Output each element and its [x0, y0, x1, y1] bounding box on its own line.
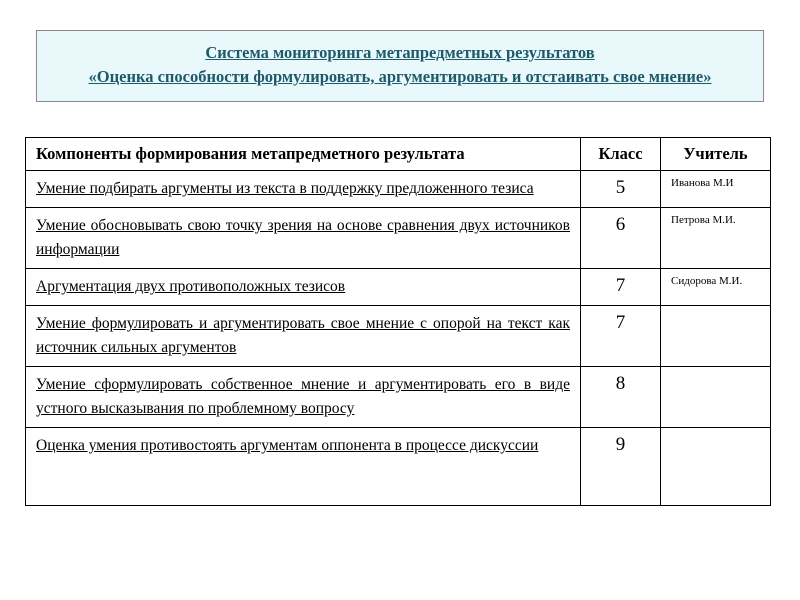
component-cell: Оценка умения противостоять аргументам оппонента в процессе дискуссии [26, 428, 581, 506]
title-line-2: «Оценка способности формулировать, аргументировать и отстаивать свое мнение» [88, 66, 712, 86]
teacher-cell: Петрова М.И. [661, 208, 771, 269]
table-row [26, 171, 771, 208]
header-component: Компоненты формирования метапредметного результата [26, 138, 581, 171]
grade-cell: 6 [581, 208, 661, 269]
title-box [36, 30, 764, 102]
teacher-cell [661, 367, 771, 428]
table-row [26, 208, 771, 269]
teacher-cell [661, 428, 771, 506]
page-title [65, 41, 735, 89]
grade-cell: 7 [581, 269, 661, 306]
teacher-cell [661, 306, 771, 367]
table-header [26, 138, 771, 171]
component-cell: Умение формулировать и аргументировать свое мнение с опорой на текст как источник сильных аргументов [26, 306, 581, 367]
title-line-1: Система мониторинга метапредметных результатов [205, 43, 595, 62]
component-cell: Умение подбирать аргументы из текста в поддержку предложенного тезиса [26, 171, 581, 208]
header-teacher: Учитель [661, 138, 771, 171]
table-row [26, 428, 771, 506]
component-cell: Аргументация двух противоположных тезисов [26, 269, 581, 306]
component-cell: Умение обосновывать свою точку зрения на основе сравнения двух источников информации [26, 208, 581, 269]
grade-cell: 5 [581, 171, 661, 208]
component-cell: Умение сформулировать собственное мнение и аргументировать его в виде устного высказывания по проблемному вопросу [26, 367, 581, 428]
teacher-cell: Сидорова М.И. [661, 269, 771, 306]
teacher-cell: Иванова М.И [661, 171, 771, 208]
table-body [26, 171, 771, 506]
monitoring-table [25, 137, 771, 506]
grade-cell: 9 [581, 428, 661, 506]
table-row [26, 306, 771, 367]
table-row [26, 367, 771, 428]
table-row [26, 269, 771, 306]
grade-cell: 7 [581, 306, 661, 367]
header-grade: Класс [581, 138, 661, 171]
header-row [26, 138, 771, 171]
grade-cell: 8 [581, 367, 661, 428]
